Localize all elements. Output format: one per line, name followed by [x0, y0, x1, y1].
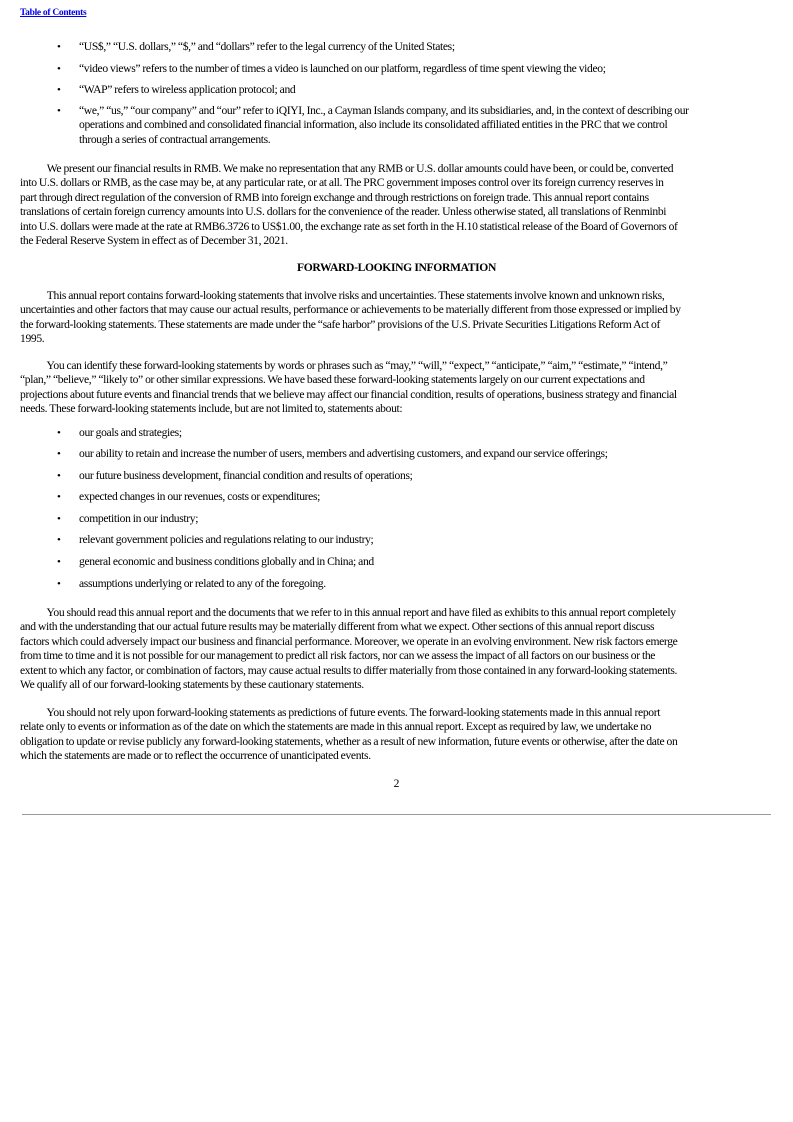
list-item: “US$,” “U.S. dollars,” “$,” and “dollars” refer to the legal currency of the United States;: [79, 40, 455, 53]
bullet-icon: •: [57, 470, 61, 482]
list-item: our ability to retain and increase the number of users, members and advertising customers, and expand our service offerings;: [79, 447, 608, 460]
bullet-icon: •: [57, 556, 61, 568]
bullet-icon: •: [57, 427, 61, 439]
bullet-icon: •: [57, 105, 61, 117]
bullet-icon: •: [57, 491, 61, 503]
list-item: competition in our industry;: [79, 512, 199, 525]
list-item: our future business development, financial condition and results of operations;: [79, 469, 413, 482]
paragraph: This annual report contains forward-looking statements that involve risks and uncertainties. These statements involve known and unknown risks, uncertainties and other factors that may cause our actual results, performance or achievements to be materially different from those expressed or implied by the forward-looking statements. These statements are made under the “safe harbor” provisions of the U.S. Private Securities Litigations Reform Act of 1995.: [20, 289, 681, 346]
bullet-icon: •: [57, 578, 61, 590]
paragraph-currency: We present our financial results in RMB. We make no representation that any RMB or U.S. dollar amounts could have been, or could be, converted into U.S. dollars or RMB, as the case may be, at any particular rate, or at all. The PRC government imposes control over its foreign currency reserves in part through direct regulation of the conversion of RMB into foreign exchange and through restrictions on foreign trade. This annual report contains translations of certain foreign currency amounts into U.S. dollars for the convenience of the reader. Unless otherwise stated, all translations of Renminbi into U.S. dollars were made at the rate at RMB6.3726 to US$1.00, the exchange rate as set forth in the H.10 statistical release of the Board of Governors of the Federal Reserve System in effect as of December 31, 2021.: [20, 162, 678, 248]
section-heading: FORWARD-LOOKING INFORMATION: [297, 261, 496, 274]
list-item: “video views” refers to the number of times a video is launched on our platform, regardless of time spent viewing the video;: [79, 62, 606, 75]
list-item: “we,” “us,” “our company” and “our” refer to iQIYI, Inc., a Cayman Islands company, and its subsidiaries, and, in the context of describing our operations and combined and consolidated financial information, also include its consolidated affiliated entities in the PRC that we control through a series of contractual arrangements.: [79, 104, 689, 146]
page-divider: [22, 814, 771, 815]
bullet-icon: •: [57, 41, 61, 53]
list-item: “WAP” refers to wireless application protocol; and: [79, 83, 296, 96]
bullet-icon: •: [57, 84, 61, 96]
bullet-icon: •: [57, 513, 61, 525]
list-item: general economic and business conditions globally and in China; and: [79, 555, 374, 568]
list-item: relevant government policies and regulations relating to our industry;: [79, 533, 374, 546]
bullet-icon: •: [57, 63, 61, 75]
paragraph: You should not rely upon forward-looking statements as predictions of future events. The forward-looking statements made in this annual report relate only to events or information as of the date on which the statements are made in this annual report. Except as required by law, we undertake no obligation to update or revise publicly any forward-looking statements, whether as a result of new information, future events or otherwise, after the date on which the statements are made or to reflect the occurrence of unanticipated events.: [20, 706, 678, 763]
list-item: expected changes in our revenues, costs or expenditures;: [79, 490, 320, 503]
bullet-icon: •: [57, 534, 61, 546]
paragraph: You should read this annual report and the documents that we refer to in this annual report and have filed as exhibits to this annual report completely and with the understanding that our actual future results may be materially different from what we expect. Other sections of this annual report discuss factors which could adversely impact our business and financial performance. Moreover, we operate in an evolving environment. New risk factors emerge from time to time and it is not possible for our management to predict all risk factors, nor can we assess the impact of all factors on our business or the extent to which any factor, or combination of factors, may cause actual results to differ materially from those contained in any forward-looking statements. We qualify all of our forward-looking statements by these cautionary statements.: [20, 606, 678, 692]
list-item: our goals and strategies;: [79, 426, 182, 439]
bullet-icon: •: [57, 448, 61, 460]
table-of-contents-link[interactable]: Table of Contents: [20, 8, 87, 18]
list-item: assumptions underlying or related to any of the foregoing.: [79, 577, 326, 590]
page-number: 2: [393, 777, 400, 790]
paragraph: You can identify these forward-looking statements by words or phrases such as “may,” “will,” “expect,” “anticipate,” “aim,” “estimate,” “intend,” “plan,” “believe,” “likely to” or other similar expressions. We have based these forward-looking statements largely on our current expectations and projections about future events and financial trends that we believe may affect our financial condition, results of operations, business strategy and financial needs. These forward-looking statements include, but are not limited to, statements about:: [20, 359, 677, 416]
